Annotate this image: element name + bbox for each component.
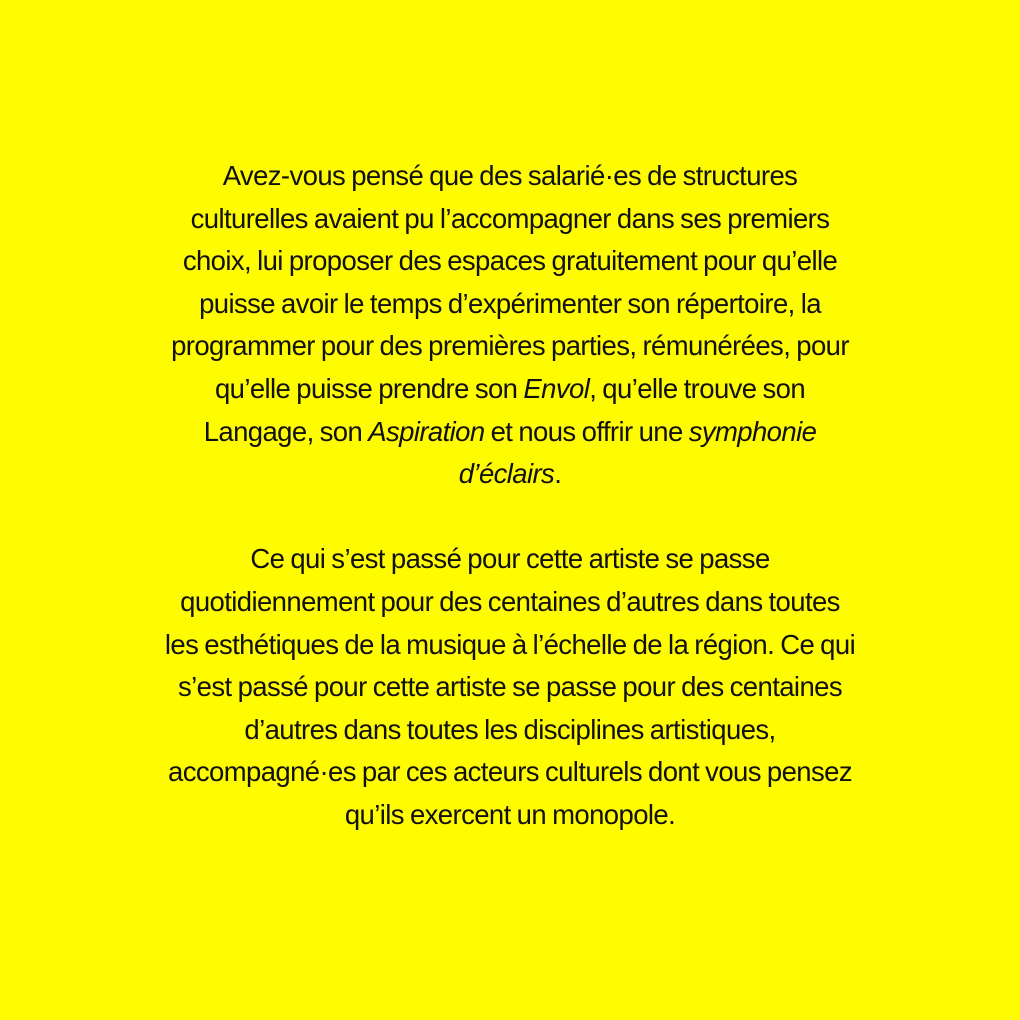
text-line: quotidiennement pour des centaines d’autres dans toutes xyxy=(180,585,840,617)
text-segment: et nous offrir une xyxy=(484,415,689,447)
text-line: Avez-vous pensé que des salarié·es de structures xyxy=(222,160,798,191)
text-segment: , qu’elle trouve son xyxy=(589,372,806,404)
italic-text: d’éclairs xyxy=(458,458,555,490)
text-line: choix, lui proposer des espaces gratuitement pour qu’elle xyxy=(182,245,838,277)
text-line: d’autres dans toutes les disciplines artistiques, xyxy=(244,713,776,745)
text-line: les esthétiques de la musique à l’échelle de la région. Ce qui xyxy=(164,628,856,660)
italic-text: Aspiration xyxy=(368,415,485,447)
italic-text: symphonie xyxy=(688,415,817,447)
text-line: s’est passé pour cette artiste se passe pour des centaines xyxy=(178,671,842,703)
text-line: culturelles avaient pu l’accompagner dans ses premiers xyxy=(190,202,830,234)
text-line: accompagné·es par ces acteurs culturels dont vous pensez xyxy=(168,756,852,788)
paragraph-1 xyxy=(100,155,920,496)
text-line xyxy=(100,368,920,411)
text-line: Ce qui s’est passé pour cette artiste se passe xyxy=(250,543,770,575)
text-line xyxy=(100,453,920,496)
text-line: qu’ils exercent un monopole. xyxy=(344,798,676,830)
text-line: puisse avoir le temps d’expérimenter son répertoire, la xyxy=(199,287,821,319)
text-segment: Langage, son xyxy=(203,415,369,447)
text-line: programmer pour des premières parties, rémunérées, pour xyxy=(171,330,849,362)
text-line xyxy=(100,411,920,454)
text-segment: . xyxy=(554,458,562,490)
paragraph-2 xyxy=(100,538,920,836)
italic-text: Envol xyxy=(523,372,590,404)
text-segment: qu’elle puisse prendre son xyxy=(214,372,524,404)
text-block xyxy=(100,155,920,837)
